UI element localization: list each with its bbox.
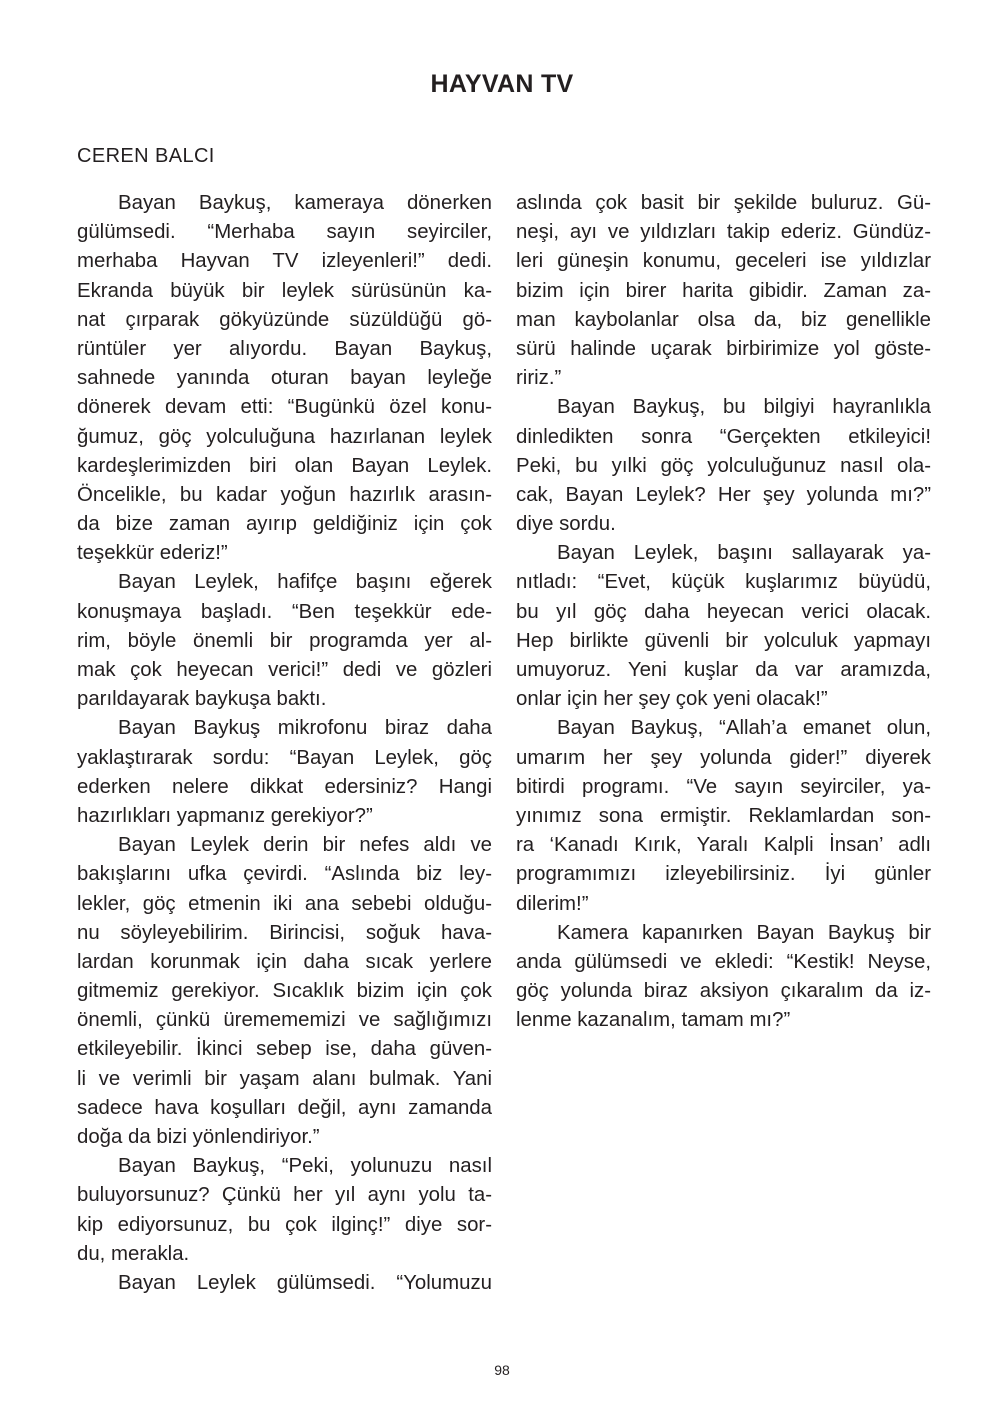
text-line: anda gülümsedi ve ekledi: “Kestik! Neyse, <box>516 950 931 973</box>
text-line: yınımız sona ermiştir. Reklamlardan son- <box>516 804 931 827</box>
text-line: Öncelikle, bu kadar yoğun hazırlık arasın- <box>77 483 492 506</box>
text-line: ğumuz, göç yolculuğuna hazırlanan leylek <box>77 425 492 448</box>
text-line: sahnede yanında oturan bayan leyleğe <box>77 367 492 390</box>
text-line: mak çok heyecan verici!” dedi ve gözleri <box>77 659 492 681</box>
text-line: bitirdi programı. “Ve sayın seyirciler, ya- <box>516 775 931 798</box>
text-line: programımızı izleyebilirsiniz. İyi günler <box>516 863 931 886</box>
text-line: sadece hava koşulları değil, aynı zamanda <box>77 1096 492 1119</box>
text-line: umarım her şey yolunda gider!” diyerek <box>516 746 931 769</box>
text-line: aslında çok basit bir şekilde buluruz. Gü- <box>516 192 931 214</box>
text-line: Bayan Baykuş, bu bilgiyi hayranlıkla <box>557 396 931 419</box>
text-line: kardeşlerimizden biri olan Bayan Leylek. <box>77 454 492 477</box>
text-line: da bize zaman ayırıp geldiğiniz için çok <box>77 513 492 536</box>
text-line: merhaba Hayvan TV izleyenleri!” dedi. <box>77 250 492 273</box>
text-line: rim, böyle önemli bir programda yer al- <box>77 629 492 652</box>
text-line: Bayan Leylek gülümsedi. “Yolumuzu <box>118 1271 492 1294</box>
text-line: leri güneşin konumu, geceleri ise yıldızlar <box>516 250 931 273</box>
text-line: Kamera kapanırken Bayan Baykuş bir <box>557 921 931 944</box>
text-line: nu söyleyebilirim. Birincisi, soğuk hava- <box>77 921 492 944</box>
text-line: ririz.” <box>516 367 562 390</box>
text-line: buluyorsunuz? Çünkü her yıl aynı yolu ta- <box>77 1184 492 1207</box>
text-line: parıldayarak baykuşa baktı. <box>77 688 327 711</box>
text-line: onlar için her şey çok yeni olacak!” <box>516 688 828 711</box>
text-line: umuyoruz. Yeni kuşlar da var aramızda, <box>516 659 931 681</box>
text-line: gülümsedi. “Merhaba sayın seyirciler, <box>77 221 492 244</box>
text-line: doğa da bizi yönlendiriyor.” <box>77 1126 320 1148</box>
text-line: bu yıl göç daha heyecan verici olacak. <box>516 600 931 623</box>
text-line: Bayan Leylek derin bir nefes aldı ve <box>118 834 492 857</box>
text-line: sürü halinde uçarak birbirimize yol göste- <box>516 337 931 360</box>
text-line: Bayan Baykuş, kameraya dönerken <box>118 192 492 214</box>
author-name: CEREN BALCI <box>77 145 215 167</box>
text-line: nıtladı: “Evet, küçük kuşlarımız büyüdü, <box>516 571 931 594</box>
text-line: diye sordu. <box>516 513 616 536</box>
text-line: bakışlarını ufka çevirdi. “Aslında biz ley- <box>77 863 492 886</box>
text-line: dinledikten sonra “Gerçekten etkileyici! <box>516 425 931 448</box>
text-line: Peki, bu yılki göç yolculuğunuz nasıl ola- <box>516 454 931 477</box>
text-line: nat çırparak gökyüzünde süzüldüğü gö- <box>77 308 492 331</box>
text-line: Hep birlikte güvenli bir yolculuk yapmayı <box>516 629 931 652</box>
text-line: yaklaştırarak sordu: “Bayan Leylek, göç <box>77 746 492 769</box>
text-column-left <box>77 189 492 1298</box>
page-number: 98 <box>494 1362 510 1378</box>
text-line: lenme kazanalım, tamam mı?” <box>516 1009 791 1032</box>
text-line: li ve verimli bir yaşam alanı bulmak. Yani <box>77 1067 492 1090</box>
text-line: lardan korunmak için daha sıcak yerlere <box>77 950 492 973</box>
text-line: teşekkür ederiz!” <box>77 542 228 565</box>
text-line: lekler, göç etmenin iki ana sebebi olduğu- <box>77 892 492 915</box>
text-line: kip ediyorsunuz, bu çok ilginç!” diye sor- <box>77 1213 492 1236</box>
text-line: Bayan Baykuş, “Peki, yolunuzu nasıl <box>118 1155 492 1178</box>
text-line: ederken nelere dikkat edersiniz? Hangi <box>77 775 492 798</box>
text-line: dönerek devam etti: “Bugünkü özel konu- <box>77 396 492 419</box>
text-line: ra ‘Kanadı Kırık, Yaralı Kalpli İnsan’ adlı <box>516 834 931 857</box>
story-title: HAYVAN TV <box>430 70 574 98</box>
text-line: man kaybolanlar olsa da, biz genellikle <box>516 308 931 331</box>
text-line: neşi, ayı ve yıldızları takip ederiz. Gündüz- <box>516 221 931 244</box>
text-line: Bayan Baykuş, “Allah’a emanet olun, <box>557 717 931 740</box>
text-line: hazırlıkları yapmanız gerekiyor?” <box>77 804 373 827</box>
text-column-right <box>516 189 931 1035</box>
text-line: göç yolunda biraz aksiyon çıkaralım da iz- <box>516 980 931 1003</box>
text-line: gitmemiz gerekiyor. Sıcaklık bizim için çok <box>77 980 492 1003</box>
text-line: du, merakla. <box>77 1242 190 1265</box>
text-line: Ekranda büyük bir leylek sürüsünün ka- <box>77 279 492 302</box>
text-line: cak, Bayan Leylek? Her şey yolunda mı?” <box>516 483 931 506</box>
text-line: önemli, çünkü üremememizi ve sağlığımızı <box>77 1009 492 1032</box>
text-line: Bayan Baykuş mikrofonu biraz daha <box>118 717 492 740</box>
text-line: etkileyebilir. İkinci sebep ise, daha güven- <box>77 1038 492 1061</box>
text-line: dilerim!” <box>516 892 589 915</box>
text-line: Bayan Leylek, başını sallayarak ya- <box>557 542 931 565</box>
text-line: konuşmaya başladı. “Ben teşekkür ede- <box>77 600 492 623</box>
text-line: Bayan Leylek, hafifçe başını eğerek <box>118 571 492 594</box>
text-line: rüntüler yer alıyordu. Bayan Baykuş, <box>77 337 492 360</box>
text-line: bizim için birer harita gibidir. Zaman za- <box>516 279 931 302</box>
